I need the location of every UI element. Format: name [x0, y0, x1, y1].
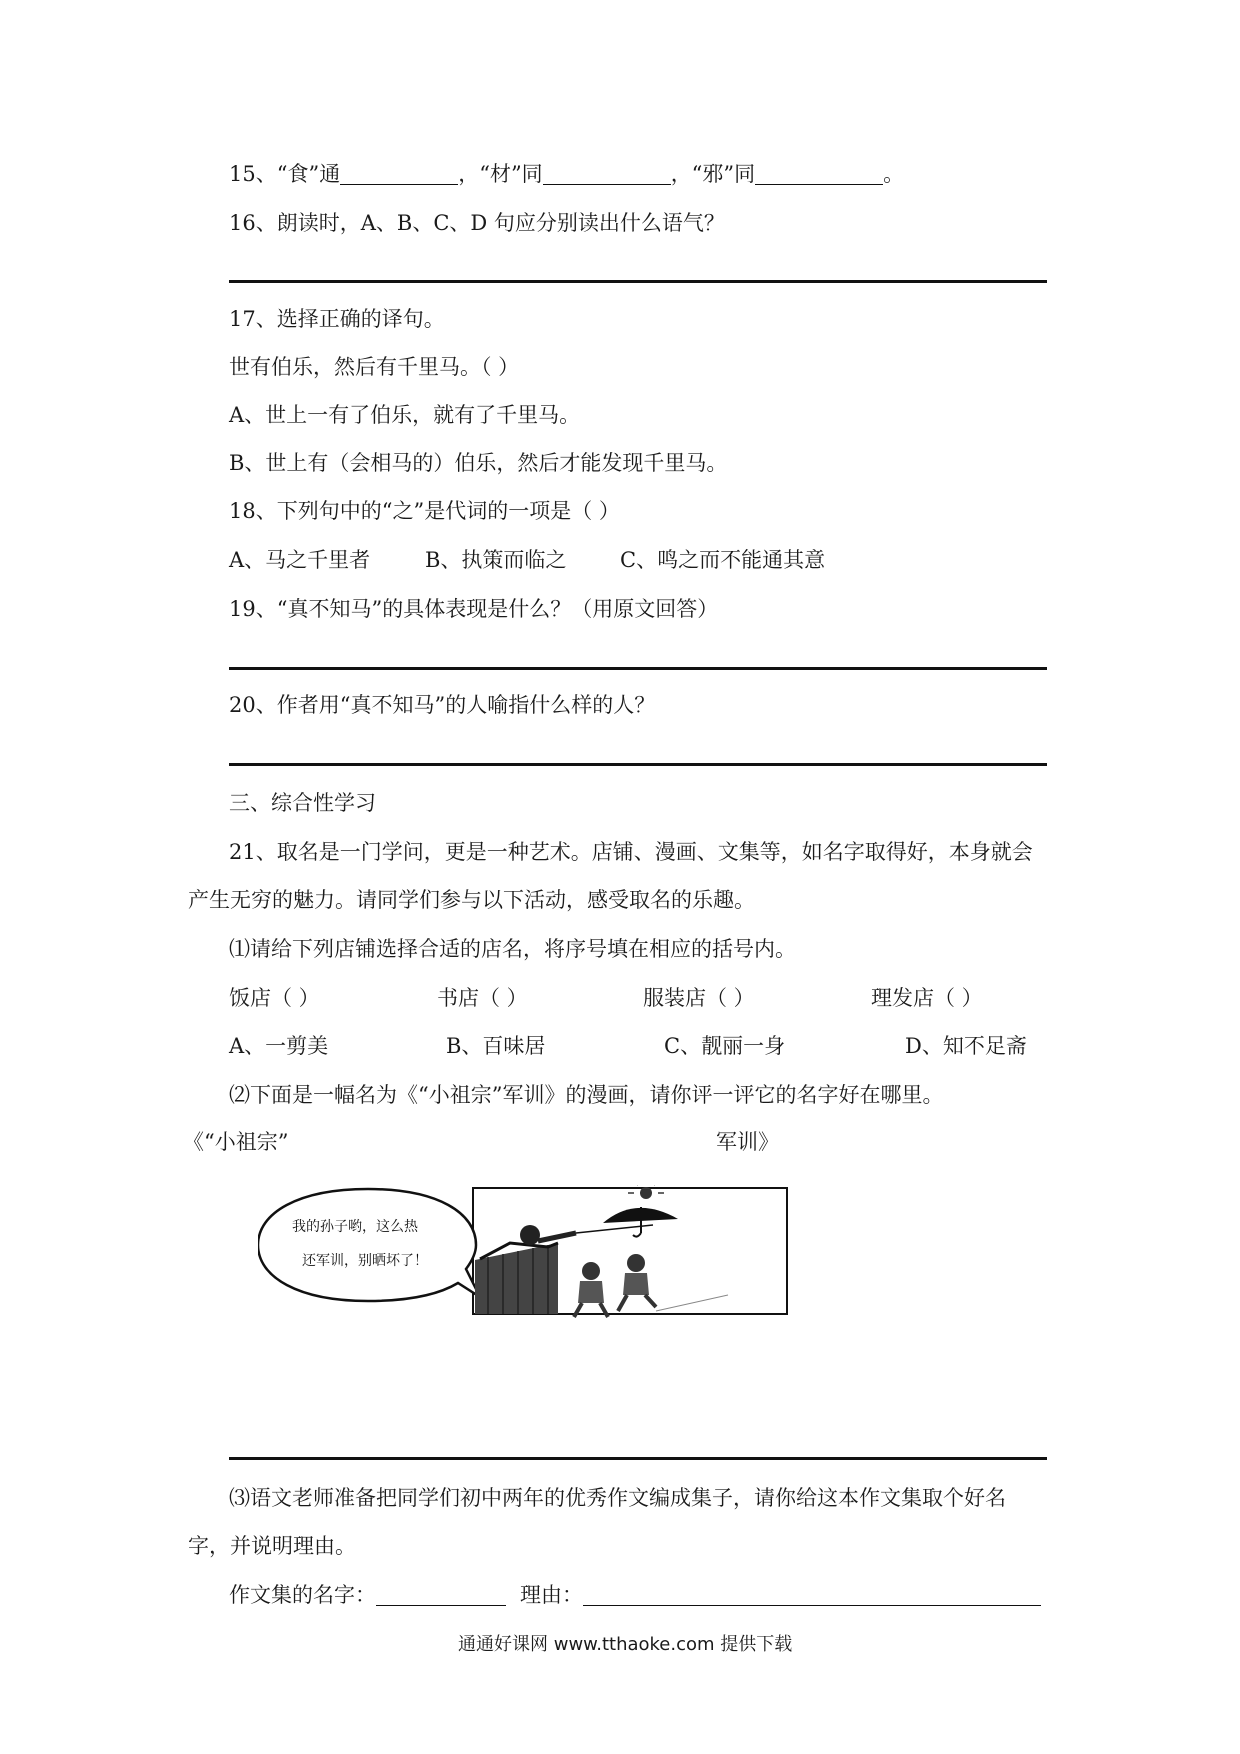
question-20: 20、作者用“真不知马”的人喻指什么样的人？: [229, 693, 656, 717]
q15-text-2: ，“材”同: [458, 162, 543, 186]
q15-text-1: 15、“食”通: [229, 162, 341, 186]
q15-blank-1[interactable]: [340, 162, 458, 185]
shop-barber: 理发店（ ）: [871, 986, 983, 1010]
shop-name-d: D、知不足斋: [905, 1034, 1027, 1058]
q15-blank-3[interactable]: [755, 162, 883, 185]
answer-line-20[interactable]: [229, 763, 1047, 766]
collection-name-row: [229, 1580, 1041, 1610]
q17-option-a: A、世上一有了伯乐，就有了千里马。: [229, 403, 581, 427]
question-15: [229, 159, 904, 189]
shop-clothing: 服装店（ ）: [643, 986, 755, 1010]
question-18: 18、下列句中的“之”是代词的一项是（ ）: [229, 499, 620, 523]
reason-blank[interactable]: [583, 1583, 1041, 1606]
q15-blank-2[interactable]: [543, 162, 671, 185]
shop-bookstore: 书店（ ）: [437, 986, 528, 1010]
cartoon-image: [258, 1185, 790, 1350]
cartoon-caption-right: 军训》: [716, 1130, 779, 1154]
section-3-heading: 三、综合性学习: [229, 791, 376, 815]
cartoon-caption-left: 《“小祖宗”: [183, 1130, 289, 1154]
q17-option-b: B、世上有（会相马的）伯乐，然后才能发现千里马。: [229, 451, 728, 475]
shop-restaurant: 饭店（ ）: [229, 986, 320, 1010]
q18-option-b: B、执策而临之: [425, 548, 567, 572]
q21-part-3-line-2: 字，并说明理由。: [188, 1534, 356, 1558]
collection-name-blank[interactable]: [376, 1583, 506, 1606]
q17-sentence: 世有伯乐，然后有千里马。（ ）: [229, 355, 520, 379]
question-19: 19、“真不知马”的具体表现是什么？（用原文回答）: [229, 597, 719, 621]
bubble-line-1: 我的孙子哟，这么热: [292, 1219, 418, 1235]
shop-name-b: B、百味居: [446, 1034, 546, 1058]
q18-option-c: C、鸣之而不能通其意: [620, 548, 826, 572]
q21-intro-2: 产生无穷的魅力。请同学们参与以下活动，感受取名的乐趣。: [188, 888, 755, 912]
shop-name-c: C、靓丽一身: [664, 1034, 786, 1058]
question-16: 16、朗读时，A、B、C、D 句应分别读出什么语气？: [229, 211, 725, 235]
q21-part-3-line-1: ⑶语文老师准备把同学们初中两年的优秀作文编成集子，请你给这本作文集取个好名: [229, 1486, 1006, 1510]
reason-label: 理由：: [520, 1583, 583, 1607]
answer-line-19[interactable]: [229, 667, 1047, 670]
collection-name-label: 作文集的名字：: [229, 1583, 376, 1607]
q18-option-a: A、马之千里者: [229, 548, 371, 572]
q21-part-1: ⑴请给下列店铺选择合适的店名，将序号填在相应的括号内。: [229, 937, 796, 961]
q21-part-2: ⑵下面是一幅名为《“小祖宗”军训》的漫画，请你评一评它的名字好在哪里。: [229, 1083, 944, 1107]
bubble-line-2: 还军训，别晒坏了！: [302, 1253, 428, 1269]
q15-text-3: ，“邪”同: [670, 162, 756, 186]
q21-intro-1: 21、取名是一门学问，更是一种艺术。店铺、漫画、文集等，如名字取得好，本身就会: [229, 840, 1033, 864]
question-17: 17、选择正确的译句。: [229, 307, 445, 331]
answer-line-16[interactable]: [229, 280, 1047, 283]
page-footer: 通通好课网 www.tthaoke.com 提供下载: [458, 1634, 793, 1655]
q15-text-4: 。: [883, 162, 905, 186]
shop-name-a: A、一剪美: [229, 1034, 329, 1058]
answer-line-21-2[interactable]: [229, 1457, 1047, 1460]
